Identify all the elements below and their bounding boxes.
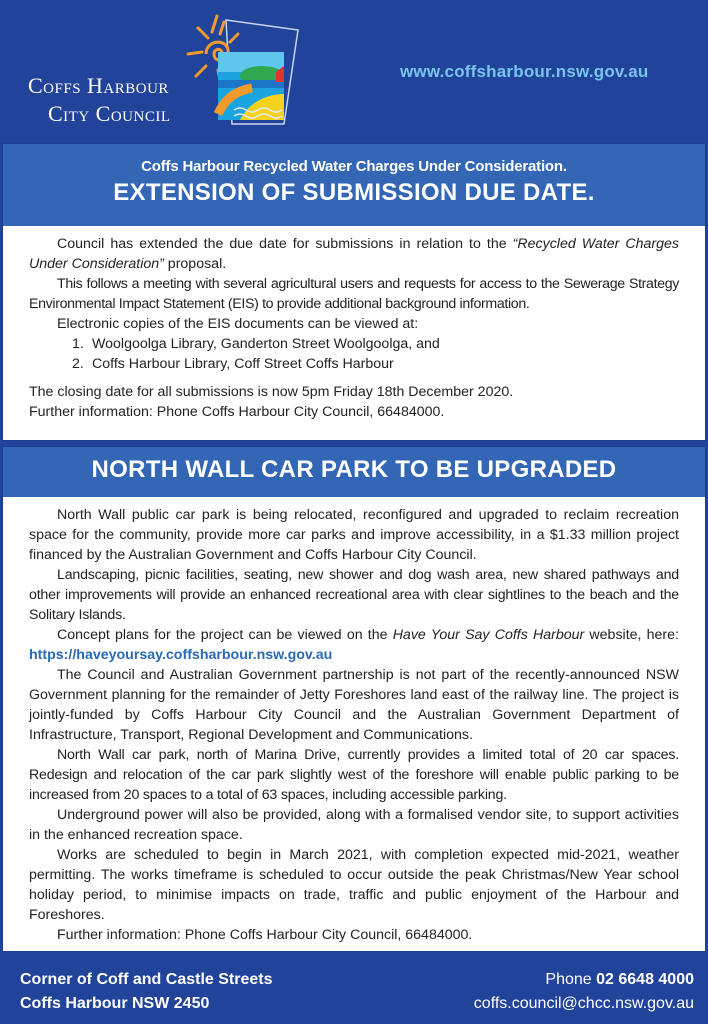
paragraph: Landscaping, picnic facilities, seating, new shower and dog wash area, new shared pathways and other improvements will provide an enhanced recreational area with clear sightlines to the beach and the Solitary Islands. <box>29 567 679 623</box>
haveyoursay-link[interactable]: https://haveyoursay.coffsharbour.nsw.gov.au <box>29 647 333 663</box>
notice-banner <box>3 144 705 226</box>
logo-line-1: Coffs Harbour <box>28 73 169 98</box>
paragraph <box>29 625 679 665</box>
address <box>20 968 272 1016</box>
paragraph <box>29 234 679 274</box>
list-number: 1. <box>72 336 84 352</box>
address-line-1: Corner of Coff and Castle Streets <box>20 971 273 988</box>
paragraph: Electronic copies of the EIS documents can be viewed at: <box>57 316 419 332</box>
notice-banner <box>3 447 705 497</box>
phone-number[interactable]: 02 6648 4000 <box>596 971 694 988</box>
council-logo-text <box>28 72 171 128</box>
notice-body <box>3 497 705 945</box>
text: proposal. <box>163 256 227 272</box>
notice-title: NORTH WALL CAR PARK TO BE UPGRADED <box>91 456 617 483</box>
notice-subtitle: Coffs Harbour Recycled Water Charges Under Consideration. <box>141 158 567 175</box>
contact <box>474 968 694 1016</box>
library-list <box>29 334 679 374</box>
notice-title: EXTENSION OF SUBMISSION DUE DATE. <box>113 179 595 206</box>
paragraph: North Wall public car park is being relocated, reconfigured and upgraded to reclaim recreation space for the community, provide more car parks and improve accessibility, in a $1.33 million project financed by the Australian Government and Coffs Harbour City Council. <box>29 507 679 563</box>
council-logo-icon <box>180 10 310 130</box>
logo-line-2: City Council <box>48 101 171 126</box>
list-text: Woolgoolga Library, Ganderton Street Woolgoolga, and <box>92 336 440 352</box>
paragraph: The Council and Australian Government partnership is not part of the recently-announced NSW Government planning for the remainder of Jetty Foreshores land east of the railway line. The project is jointly-funded by Coffs Harbour City Council and the Australian Government Department of Infrastructure, Transport, Regional Development and Communications. <box>29 667 679 743</box>
list-item <box>72 354 679 374</box>
paragraph: Underground power will also be provided, along with a formalised vendor site, to support activities in the enhanced recreation space. <box>29 807 679 843</box>
list-text: Coffs Harbour Library, Coff Street Coffs Harbour <box>92 356 394 372</box>
email-link[interactable]: coffs.council@chcc.nsw.gov.au <box>473 995 694 1012</box>
list-item <box>72 334 679 354</box>
header <box>0 0 708 140</box>
paragraph: Works are scheduled to begin in March 2021, with completion expected mid-2021, weather permitting. The works timeframe is scheduled to occur outside the peak Christmas/New Year school holiday period, to minimise impacts on trade, traffic and public enjoyment of the Harbour and Foreshores. <box>29 847 679 923</box>
notice-recycled-water <box>2 143 706 441</box>
text: Concept plans for the project can be viewed on the <box>57 627 393 643</box>
proposal-name: “Recycled Water Charges Under Consideration” <box>29 236 679 272</box>
paragraph: This follows a meeting with several agricultural users and requests for access to the Sewerage Strategy Environmental Impact Statement (EIS) to provide additional background information. <box>29 276 679 312</box>
further-info: Further information: Phone Coffs Harbour City Council, 66484000. <box>29 404 445 420</box>
text: Council has extended the due date for submissions in relation to the <box>57 236 513 252</box>
further-info: Further information: Phone Coffs Harbour City Council, 66484000. <box>57 927 473 943</box>
paragraph: North Wall car park, north of Marina Drive, currently provides a limited total of 20 car spaces. Redesign and relocation of the car park slightly west of the foreshore will enable public parking to be increased from 20 spaces to a total of 63 spaces, including accessible parking. <box>29 747 679 803</box>
text: website, here: <box>584 627 679 643</box>
address-line-2: Coffs Harbour NSW 2450 <box>20 995 210 1012</box>
website-link[interactable]: www.coffsharbour.nsw.gov.au <box>400 62 649 81</box>
phone <box>474 968 694 992</box>
notice-body <box>3 226 705 422</box>
closing-date: The closing date for all submissions is now 5pm Friday 18th December 2020. <box>29 384 514 400</box>
notice-north-wall <box>2 446 706 952</box>
phone-label: Phone <box>545 971 597 988</box>
footer <box>0 958 708 1024</box>
list-number: 2. <box>72 356 84 372</box>
website-name: Have Your Say Coffs Harbour <box>392 627 585 643</box>
